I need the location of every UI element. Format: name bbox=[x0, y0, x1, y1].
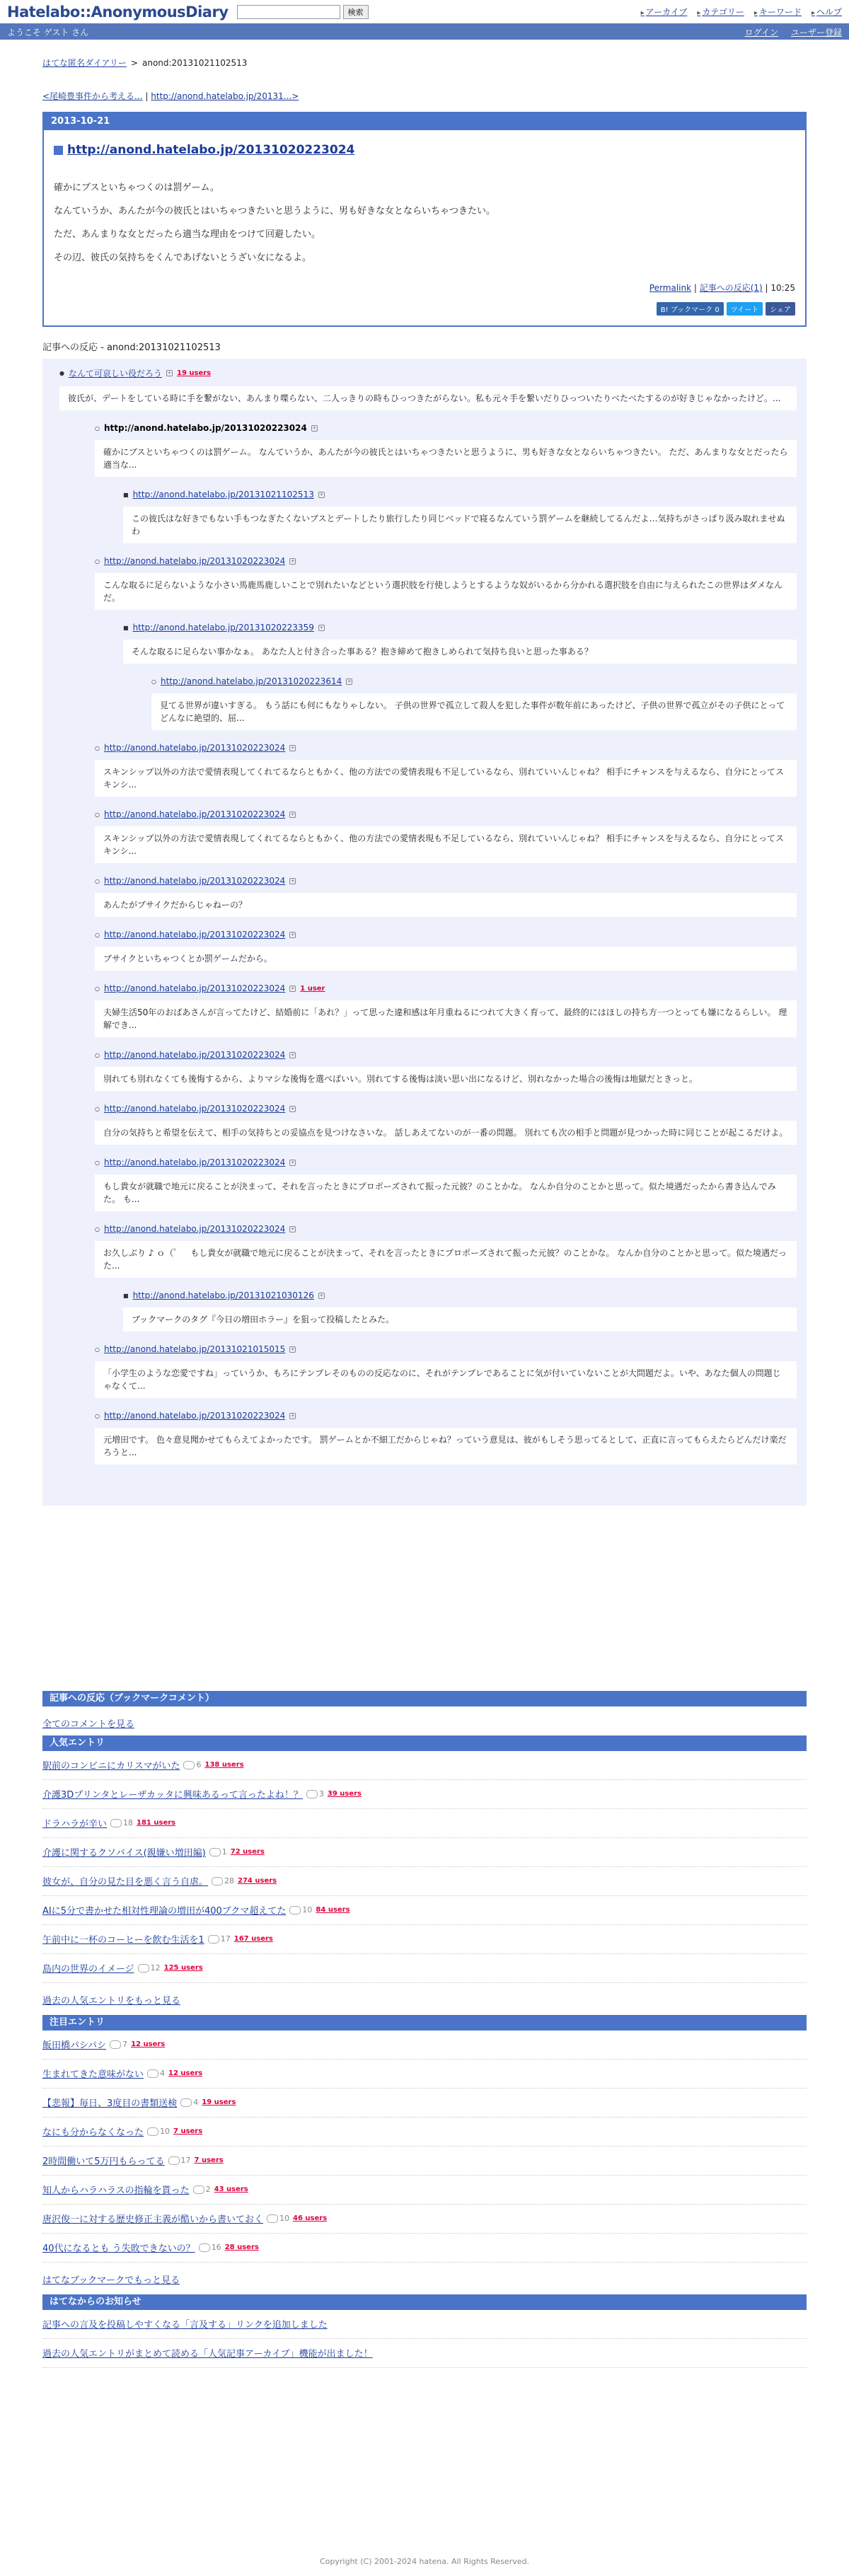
popular-more-link[interactable]: 過去の人気エントリをもっと見る bbox=[42, 1996, 181, 2006]
reaction-link[interactable]: ○ http://anond.hatelabo.jp/20131020223024 bbox=[103, 1157, 286, 1167]
entry-list-item bbox=[42, 1896, 807, 1925]
expand-icon[interactable]: + bbox=[290, 1225, 295, 1232]
top-nav bbox=[641, 6, 842, 18]
nav-help[interactable]: ▸ ヘルプ bbox=[812, 6, 842, 18]
news-link[interactable]: 記事への言及を投稿しやすくなる「言及する」リンクを追加しました bbox=[42, 2320, 328, 2330]
expand-icon[interactable]: + bbox=[290, 931, 295, 937]
reaction-link[interactable]: ○ http://anond.hatelabo.jp/20131020223024 bbox=[103, 876, 286, 886]
comment-count: 28 bbox=[212, 1876, 234, 1885]
expand-icon[interactable]: + bbox=[319, 624, 324, 630]
reaction-link[interactable]: ○ http://anond.hatelabo.jp/20131020223024 bbox=[103, 1050, 286, 1060]
entry-link[interactable]: 飯田橋パシパシ bbox=[42, 2040, 107, 2051]
reaction-excerpt: 「小学生のような恋愛ですね」っていうか、もろにテンプレそのものの反応なのに、それがテンプレであることに気が付いていないことが大問題だよ。いや、あなた個人の問題じゃなくて... bbox=[95, 1361, 797, 1398]
expand-icon[interactable]: + bbox=[290, 558, 295, 564]
reaction-header bbox=[95, 423, 797, 433]
entry-list-item bbox=[42, 1780, 807, 1809]
reaction-item bbox=[95, 1411, 797, 1465]
bookmark-users-count[interactable]: 138 users bbox=[204, 1761, 244, 1769]
entry-link[interactable]: AIに5分で書かせた相対性理論の増田が400ブクマ超えてた bbox=[42, 1906, 287, 1917]
expand-icon[interactable]: + bbox=[290, 1346, 295, 1352]
site-logo[interactable]: Hatelabo::AnonymousDiary bbox=[7, 3, 229, 21]
comment-count: 17 bbox=[208, 1934, 231, 1943]
expand-icon[interactable]: + bbox=[290, 811, 295, 817]
reaction-excerpt: ブサイクといちゃつくとか罰ゲームだから。 bbox=[95, 947, 797, 971]
breadcrumb-current: anond:20131021102513 bbox=[142, 58, 248, 68]
reactions-count-link[interactable]: 記事への反応(1) bbox=[699, 283, 763, 293]
reaction-header bbox=[95, 809, 797, 819]
comment-count: 7 bbox=[110, 2040, 127, 2049]
reaction-header bbox=[95, 1050, 797, 1060]
entry-list-item bbox=[42, 1838, 807, 1867]
reaction-link[interactable]: ○ http://anond.hatelabo.jp/20131020223024 bbox=[103, 930, 286, 940]
welcome-bar bbox=[0, 24, 849, 40]
reaction-item bbox=[95, 983, 797, 1037]
reaction-link[interactable]: ○ http://anond.hatelabo.jp/20131020223024 bbox=[103, 743, 286, 753]
bookmark-users-count[interactable]: 46 users bbox=[293, 2214, 328, 2222]
reaction-excerpt: お久しぶり ♪ ｏ（゜ もし貴女が就職で地元に戻ることが決まって、それを言ったときにプロポーズされて振った元彼？のことかな。 なんか自分のことかと思って。似た境遇だった... bbox=[95, 1241, 797, 1278]
expand-icon[interactable]: + bbox=[167, 370, 172, 376]
entry-list-item bbox=[42, 1954, 807, 1983]
reaction-link[interactable]: ○ http://anond.hatelabo.jp/20131020223024 bbox=[103, 423, 307, 433]
entry-link[interactable]: 40代になるとも う失敗できないの？ bbox=[42, 2243, 195, 2254]
entry-paragraph: その辺、彼氏の気持ちをくんであげないとうざい女になるよ。 bbox=[54, 253, 312, 263]
site-header bbox=[0, 0, 849, 24]
reaction-header bbox=[95, 1344, 797, 1354]
reaction-item bbox=[95, 930, 797, 971]
hatena-bookmark-button[interactable]: B! ブックマーク 0 bbox=[657, 302, 724, 316]
reaction-item bbox=[95, 556, 797, 610]
comment-count: 6 bbox=[183, 1760, 201, 1769]
breadcrumb-home[interactable]: はてな匿名ダイアリー bbox=[42, 58, 127, 68]
reaction-excerpt: 彼氏が、デートをしている時に手を繋がない、あんまり喋らない、二人っきりの時もひっつきたがらない。私も元々手を繋いだりひっついたりベたベたするのが好きじゃなかったけど。... bbox=[59, 386, 797, 410]
reaction-link[interactable]: ○ http://anond.hatelabo.jp/20131020223024 bbox=[103, 809, 286, 819]
bookmark-users-count[interactable]: 167 users bbox=[233, 1935, 273, 1943]
reaction-link[interactable]: ○ http://anond.hatelabo.jp/20131020223024 bbox=[103, 1224, 286, 1234]
reaction-excerpt: スキンシップ以外の方法で愛情表現してくれてるならともかく、他の方法での愛情表現も不足しているなら、別れていいんじゃね？ 相手にチャンスを与えるなら、自分にとってスキンシ... bbox=[95, 826, 797, 863]
footer-copyright: Copyright (C) 2001-2024 hatena. All Rights Reserved. bbox=[320, 2557, 529, 2566]
expand-icon[interactable]: + bbox=[347, 678, 352, 684]
bookmark-users-count[interactable]: 7 users bbox=[173, 2127, 203, 2135]
reaction-header bbox=[95, 1411, 797, 1421]
entry-list-item bbox=[42, 2205, 807, 2234]
entry-list-item bbox=[42, 2031, 807, 2060]
entry-link[interactable]: 介護に関するクソバイス(親嫌い増田編) bbox=[42, 1848, 206, 1859]
entry-body bbox=[54, 180, 795, 263]
next-entry-link[interactable]: http://anond.hatelabo.jp/20131...> bbox=[151, 91, 299, 101]
reaction-link[interactable]: ■ http://anond.hatelabo.jp/20131020223359 bbox=[132, 623, 314, 633]
entry-paragraph: なんていうか、あんたが今の彼氏とはいちゃつきたいと思うように、男も好きな女とならいちゃつきたい。 bbox=[54, 206, 496, 216]
all-comments-link[interactable]: 全てのコメントを見る bbox=[42, 1719, 135, 1730]
expand-icon[interactable]: + bbox=[290, 1159, 295, 1165]
search-button[interactable]: 検索 bbox=[343, 5, 369, 19]
bookmark-comments-heading: 記事への反応（ブックマークコメント） bbox=[42, 1691, 807, 1706]
share-buttons bbox=[54, 302, 795, 316]
register-link[interactable]: ユーザー登録 bbox=[790, 27, 842, 37]
reaction-excerpt: もし貴女が就職で地元に戻ることが決まって、それを言ったときにプロポーズされて振った元彼？のことかな。 なんか自分のことかと思って。似た境遇だったから書き込んでみた。 も... bbox=[95, 1174, 797, 1211]
bookmark-users-count[interactable]: 84 users bbox=[316, 1906, 350, 1914]
comment-count: 4 bbox=[147, 2069, 165, 2078]
reaction-link[interactable]: ○ http://anond.hatelabo.jp/20131020223024 bbox=[103, 1411, 286, 1421]
entry-paragraph: ただ、あんまりな女とだったら適当な理由をつけて回避したい。 bbox=[54, 229, 321, 240]
entry-link[interactable]: 2時間働いて5万円もらってる bbox=[42, 2156, 165, 2167]
expand-icon[interactable]: + bbox=[290, 985, 295, 991]
reaction-excerpt: 夫婦生活50年のおばあさんが言ってたけど、結婚前に「あれ？」って思った違和感は年月重ねるにつれて大きく育って、最終的にはほしの持ち方一つとっても嫌になるらしい。 理解でき... bbox=[95, 1000, 797, 1037]
comment-count: 10 bbox=[289, 1905, 312, 1914]
facebook-share-button[interactable]: シェア bbox=[766, 302, 795, 316]
news-heading: はてなからのお知らせ bbox=[42, 2294, 807, 2310]
news-list bbox=[42, 2310, 807, 2368]
bookmark-users-count[interactable]: 12 users bbox=[168, 2069, 203, 2077]
bookmark-users-count[interactable]: 72 users bbox=[230, 1848, 265, 1856]
entry-link[interactable]: 知人からハラハラスの指輪を貰った bbox=[42, 2185, 190, 2196]
reaction-header bbox=[59, 367, 797, 379]
bookmark-users-count[interactable]: 274 users bbox=[238, 1877, 277, 1885]
reaction-header bbox=[123, 1290, 797, 1300]
comment-count: 12 bbox=[138, 1963, 161, 1973]
expand-icon[interactable]: + bbox=[290, 1105, 295, 1111]
expand-icon[interactable]: + bbox=[312, 424, 317, 431]
reactions-heading: 記事への反応 - anond:20131021102513 bbox=[42, 342, 221, 353]
bookmark-users-count[interactable]: 1 user bbox=[300, 984, 325, 993]
reaction-item bbox=[95, 1157, 797, 1211]
reaction-excerpt: こんな取るに足らないような小さい馬鹿馬鹿しいことで別れたいなどという選択肢を行使しようとするような奴がいるから分かれる選択肢を自由に与えられたこの世界はダメなんだ。 bbox=[95, 573, 797, 610]
reaction-link[interactable]: ■ http://anond.hatelabo.jp/20131021030126 bbox=[132, 1290, 314, 1300]
reaction-excerpt: そんな取るに足らない事かなぁ。 あなた人と付き合った事ある？抱き締めて抱きしめられて気持ち良いと思った事ある？ bbox=[123, 640, 797, 664]
entry-title-link[interactable]: http://anond.hatelabo.jp/20131020223024 bbox=[67, 143, 355, 157]
reaction-item bbox=[123, 623, 797, 664]
entry-box bbox=[42, 112, 807, 327]
reaction-item bbox=[95, 743, 797, 797]
reaction-link[interactable]: ○ http://anond.hatelabo.jp/20131020223024 bbox=[103, 1104, 286, 1114]
nav-archive[interactable]: ▸ アーカイブ bbox=[641, 6, 688, 18]
reaction-excerpt: スキンシップ以外の方法で愛情表現してくれてるならともかく、他の方法での愛情表現も不足しているなら、別れていいんじゃね？ 相手にチャンスを与えるなら、自分にとってスキンシ... bbox=[95, 760, 797, 797]
reaction-item bbox=[95, 876, 797, 917]
bookmark-users-count[interactable]: 19 users bbox=[177, 369, 212, 377]
welcome-text: ようこそ ゲスト さん bbox=[7, 27, 89, 37]
expand-icon[interactable]: + bbox=[290, 1051, 295, 1058]
attention-entries-list bbox=[42, 2031, 807, 2263]
comment-count: 18 bbox=[110, 1818, 133, 1827]
entry-pager bbox=[42, 90, 807, 102]
entry-link[interactable]: なにも分からなくなった bbox=[42, 2127, 144, 2138]
news-item bbox=[42, 2339, 807, 2368]
reaction-excerpt: 見てる世界が違いすぎる。 もう話にも何にもなりゃしない。 子供の世界で孤立して殺人を犯した事件が数年前にあったけど、子供の世界で孤立がその子供にとってどんなに絶望的、屈... bbox=[151, 693, 797, 730]
entry-list-item bbox=[42, 2118, 807, 2147]
bookmark-users-count[interactable]: 19 users bbox=[202, 2098, 236, 2106]
news-item bbox=[42, 2310, 807, 2339]
comment-count: 10 bbox=[267, 2214, 289, 2223]
expand-icon[interactable]: + bbox=[290, 744, 295, 751]
reaction-excerpt: あんたがブサイクだからじゃねーの？ bbox=[95, 893, 797, 917]
reaction-item bbox=[123, 1290, 797, 1332]
reaction-excerpt: 自分の気持ちと希望を伝えて、相手の気持ちとの妥協点を見つけなさいな。 話しあえてないのが一番の問題。 別れても次の相手と問題が見つかった時に同じことが起こるだけよ。 bbox=[95, 1121, 797, 1145]
entry-date: 2013-10-21 bbox=[44, 113, 805, 130]
entry-list-item bbox=[42, 1809, 807, 1838]
tweet-button[interactable]: ツイート bbox=[727, 302, 763, 316]
entry-link[interactable]: 駅前のコンビニにカリスマがいた bbox=[42, 1761, 180, 1772]
bookmark-users-count[interactable]: 43 users bbox=[214, 2185, 248, 2193]
reaction-item bbox=[151, 676, 797, 730]
expand-icon[interactable]: + bbox=[319, 1292, 324, 1298]
reaction-item bbox=[95, 1224, 797, 1278]
entry-paragraph: 確かにブスといちゃつくのは罰ゲーム。 bbox=[54, 183, 219, 193]
expand-icon[interactable]: + bbox=[319, 491, 324, 497]
bookmark-users-count[interactable]: 181 users bbox=[137, 1819, 176, 1827]
nav-keyword[interactable]: ▸ キーワード bbox=[754, 6, 802, 18]
reaction-item bbox=[95, 423, 797, 477]
reaction-link[interactable]: ● なんて可哀しい役だろう bbox=[68, 369, 162, 379]
comment-count: 16 bbox=[199, 2243, 221, 2252]
reaction-excerpt: ブックマークのタグ『今日の増田ホラー』を狙って投稿したとみた。 bbox=[123, 1307, 797, 1332]
search-form bbox=[237, 5, 369, 19]
reaction-header bbox=[95, 1104, 797, 1114]
reaction-header bbox=[95, 876, 797, 886]
entry-list-item bbox=[42, 2060, 807, 2089]
comment-count: 10 bbox=[147, 2127, 170, 2136]
reaction-item bbox=[59, 367, 797, 410]
reaction-item bbox=[123, 490, 797, 543]
login-link[interactable]: ログイン bbox=[744, 27, 778, 37]
permalink[interactable]: Permalink bbox=[649, 283, 692, 293]
reaction-item bbox=[95, 1104, 797, 1145]
entry-list-item bbox=[42, 2089, 807, 2118]
reaction-header bbox=[123, 490, 797, 499]
nav-category[interactable]: ▸ カテゴリー bbox=[697, 6, 744, 18]
entry-time: 10:25 bbox=[770, 283, 795, 293]
bookmark-users-count[interactable]: 39 users bbox=[327, 1790, 362, 1798]
bookmark-users-count[interactable]: 7 users bbox=[194, 2156, 224, 2164]
reaction-header bbox=[95, 743, 797, 753]
comment-count: 1 bbox=[209, 1847, 227, 1856]
breadcrumb bbox=[42, 57, 807, 69]
reaction-header bbox=[95, 1224, 797, 1234]
expand-icon[interactable]: + bbox=[290, 877, 295, 884]
news-link[interactable]: 過去の人気エントリがまとめて読める「人気記事アーカイブ」機能が出ました！ bbox=[42, 2349, 373, 2360]
reaction-link[interactable]: ○ http://anond.hatelabo.jp/20131020223024 bbox=[103, 556, 286, 566]
entry-link[interactable]: 【悲報】毎日、3度目の書類送検 bbox=[42, 2098, 178, 2109]
entry-link[interactable]: 島内の世界のイメージ bbox=[42, 1964, 134, 1975]
title-square-icon bbox=[54, 146, 63, 155]
comment-count: 17 bbox=[168, 2156, 191, 2165]
popular-entries-heading: 人気エントリ bbox=[42, 1735, 807, 1751]
entry-link[interactable]: 生まれてきた意味がない bbox=[42, 2069, 144, 2080]
entry-list-item bbox=[42, 1925, 807, 1954]
entry-link[interactable]: ドラハラが辛い bbox=[42, 1819, 108, 1830]
reaction-header bbox=[95, 930, 797, 940]
popular-entries-list bbox=[42, 1751, 807, 1983]
bookmark-users-count[interactable]: 125 users bbox=[163, 1964, 203, 1972]
reaction-link[interactable]: ○ http://anond.hatelabo.jp/20131020223614 bbox=[160, 676, 342, 686]
reaction-link[interactable]: ■ http://anond.hatelabo.jp/20131021102513 bbox=[132, 490, 314, 499]
reaction-header bbox=[95, 1157, 797, 1167]
expand-icon[interactable]: + bbox=[290, 1412, 295, 1419]
entry-title bbox=[54, 143, 795, 157]
search-input[interactable] bbox=[237, 5, 340, 19]
reaction-header bbox=[95, 983, 797, 993]
bookmark-users-count[interactable]: 28 users bbox=[224, 2243, 259, 2251]
comment-count: 4 bbox=[180, 2098, 198, 2107]
attention-entries-heading: 注目エントリ bbox=[42, 2015, 807, 2031]
attention-more-link[interactable]: はてなブックマークでもっと見る bbox=[42, 2275, 180, 2286]
entry-link[interactable]: 介護3Dプリンタとレーザカッタに興味あるって言ったよね！？ bbox=[42, 1790, 303, 1801]
main-content bbox=[42, 40, 807, 2368]
reaction-excerpt: 確かにブスといちゃつくのは罰ゲーム。 なんていうか、あんたが今の彼氏とはいちゃつきたいと思うように、男も好きな女とならいちゃつきたい。 ただ、あんまりな女とだったら適当な... bbox=[95, 440, 797, 477]
breadcrumb-separator: > bbox=[130, 58, 138, 68]
reaction-link[interactable]: ○ http://anond.hatelabo.jp/20131020223024 bbox=[103, 983, 286, 993]
reaction-header bbox=[123, 623, 797, 633]
reaction-excerpt: 別れても別れなくても後悔するから、よりマシな後悔を選べばいい。別れてする後悔は淡い思い出になるけど、別れなかった場合の後悔は地獄だときっと。 bbox=[95, 1067, 797, 1091]
entry-link[interactable]: 午前中に一杯のコーヒーを飲む生活を1 bbox=[42, 1935, 204, 1946]
reaction-item bbox=[95, 809, 797, 863]
prev-entry-link[interactable]: <尾崎豊事件から考える... bbox=[42, 91, 143, 101]
reactions-tree bbox=[42, 359, 807, 1506]
reaction-link[interactable]: ○ http://anond.hatelabo.jp/20131021015015 bbox=[103, 1344, 286, 1354]
comment-count: 2 bbox=[193, 2185, 211, 2194]
pager-separator: | bbox=[145, 91, 149, 101]
entry-link[interactable]: 彼女が、自分の見た目を悪く言う自虐。 bbox=[42, 1877, 209, 1888]
reaction-item bbox=[95, 1344, 797, 1398]
comment-count: 3 bbox=[306, 1789, 324, 1798]
bookmark-users-count[interactable]: 12 users bbox=[131, 2040, 166, 2048]
entry-link[interactable]: 唐沢俊一に対する歴史修正主義が酷いから書いておく bbox=[42, 2214, 264, 2225]
reaction-excerpt: 元増田です。 色々意見聞かせてもらえてよかったです。 罰ゲームとか不細工だからじゃね？っていう意見は、彼がもしそう思ってるとして、正直に言ってもらえたらどんだけ楽だろうと... bbox=[95, 1428, 797, 1465]
entry-list-item bbox=[42, 1751, 807, 1780]
reaction-excerpt: この彼氏はな好きでもない手もつなぎたくないブスとデートしたり旅行したり同じベッドで寝るなんていう罰ゲームを継続してるんだよ…気持ちがさっぱり汲み取れませぬわ bbox=[123, 507, 797, 543]
reaction-item bbox=[95, 1050, 797, 1091]
reaction-header bbox=[151, 676, 797, 686]
entry-list-item bbox=[42, 2234, 807, 2263]
entry-list-item bbox=[42, 1867, 807, 1896]
entry-list-item bbox=[42, 2176, 807, 2205]
entry-list-item bbox=[42, 2147, 807, 2176]
reaction-header bbox=[95, 556, 797, 566]
entry-footer: Permalink | 記事への反応(1) | 10:25 bbox=[649, 283, 795, 293]
